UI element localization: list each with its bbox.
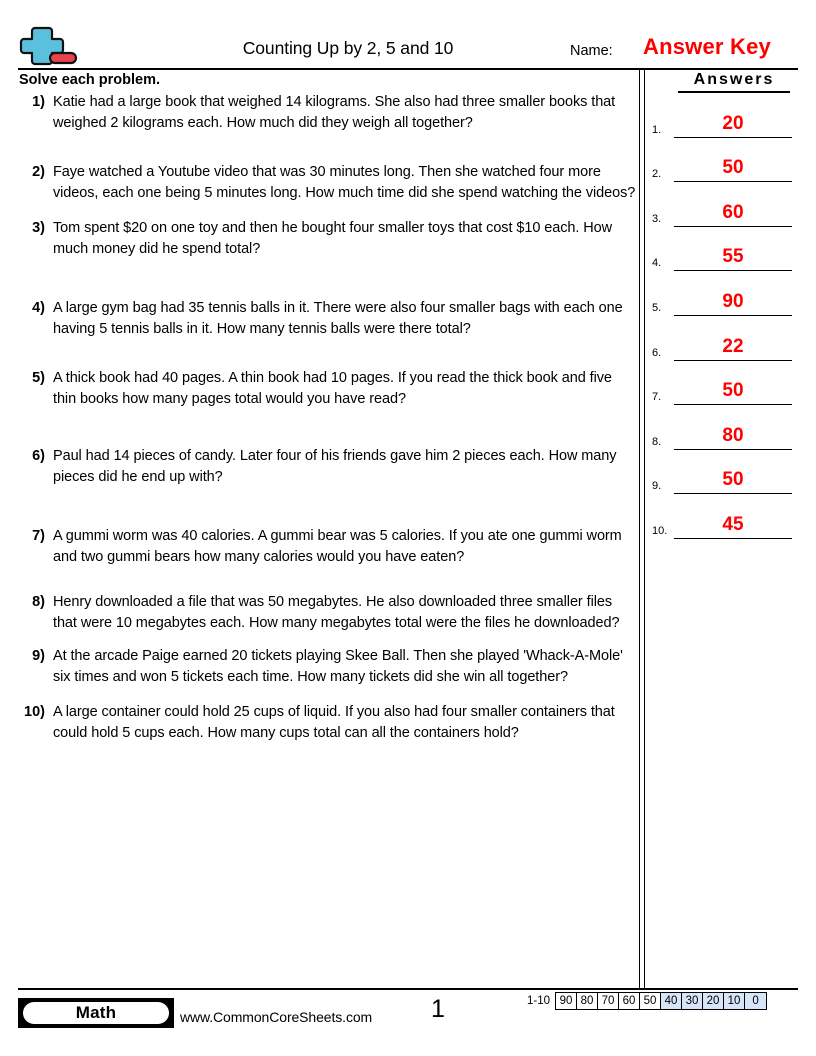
- grading-scale-box: 90: [556, 993, 577, 1009]
- grading-scale: [527, 992, 767, 1010]
- problem-number: 10): [24, 704, 45, 720]
- name-label: Name:: [570, 43, 613, 59]
- problem-item: [19, 368, 637, 410]
- plus-minus-logo-icon: [18, 24, 80, 68]
- answer-row: [652, 450, 800, 495]
- problem-item: [19, 446, 637, 488]
- answer-row: [652, 361, 800, 406]
- grading-scale-box: 70: [598, 993, 619, 1009]
- worksheet-header: [18, 22, 798, 68]
- grading-scale-box: 80: [577, 993, 598, 1009]
- problem-item: [19, 162, 637, 204]
- grading-scale-box: 50: [640, 993, 661, 1009]
- page-title: Counting Up by 2, 5 and 10: [242, 38, 454, 58]
- grading-scale-box: 10: [724, 993, 745, 1009]
- problem-item: [19, 592, 637, 634]
- answer-value: 55: [722, 246, 744, 268]
- answer-index: 3.: [652, 212, 662, 225]
- answer-key-stamp: Answer Key: [643, 34, 771, 59]
- answer-index: 6.: [652, 346, 662, 359]
- answer-row: [652, 182, 800, 227]
- problem-text: A large gym bag had 35 tennis balls in it. There were also four smaller bags with each one having 5 tennis balls in it. How many tennis balls were there total?: [53, 300, 623, 337]
- divider-line-right: [644, 68, 645, 988]
- answer-value: 50: [722, 380, 744, 402]
- problem-text: Henry downloaded a file that was 50 megabytes. He also downloaded three smaller files that were 10 megabytes each. How many megabytes total were the files he downloaded?: [53, 594, 620, 631]
- answers-panel: [652, 70, 800, 539]
- problem-number: 5): [32, 370, 45, 386]
- answer-index: 1.: [652, 123, 662, 136]
- problem-text: Paul had 14 pieces of candy. Later four of his friends gave him 2 pieces each. How many pieces did he end up with?: [53, 448, 617, 485]
- grading-scale-box: 30: [682, 993, 703, 1009]
- problem-number: 3): [32, 220, 45, 236]
- problem-number: 9): [32, 648, 45, 664]
- problem-text: Tom spent $20 on one toy and then he bought four smaller toys that cost $10 each. How much money did he spend total?: [53, 220, 613, 257]
- problem-text: At the arcade Paige earned 20 tickets playing Skee Ball. Then she played 'Whack-A-Mole' six times and won 5 tickets each time. How many tickets did she win all together?: [53, 648, 623, 685]
- grading-scale-box: 60: [619, 993, 640, 1009]
- page-number: 1: [431, 995, 445, 1023]
- footer-divider-rule: [18, 988, 798, 990]
- problem-item: [19, 646, 637, 688]
- grading-scale-box: 40: [661, 993, 682, 1009]
- problem-number: 8): [32, 594, 45, 610]
- answer-value: 80: [722, 424, 744, 446]
- grading-scale-box: 20: [703, 993, 724, 1009]
- problem-text: Katie had a large book that weighed 14 kilograms. She also had three smaller books that weighed 2 kilograms each. How much did they weigh all together?: [53, 94, 616, 131]
- answer-row: [652, 93, 800, 138]
- problem-item: [19, 218, 637, 260]
- problem-text: A large container could hold 25 cups of liquid. If you also had four smaller containers that could hold 5 cups each. How many cups total can all the containers hold?: [53, 704, 615, 741]
- instruction-text: Solve each problem.: [19, 72, 161, 88]
- answer-row: [652, 138, 800, 183]
- problem-item: [19, 298, 637, 340]
- answer-index: 7.: [652, 391, 662, 404]
- problem-number: 7): [32, 528, 45, 544]
- answer-value: 60: [722, 201, 744, 223]
- answer-row: [652, 316, 800, 361]
- answers-column-divider: [639, 68, 645, 988]
- answer-index: 4.: [652, 257, 662, 270]
- grading-scale-label: 1-10: [527, 995, 551, 1007]
- answer-value: 45: [722, 513, 744, 535]
- problem-item: [19, 526, 637, 568]
- problem-text: A gummi worm was 40 calories. A gummi bear was 5 calories. If you ate one gummi worm and two gummi bears how many calories would you have eaten?: [53, 528, 622, 565]
- answer-value: 50: [722, 157, 744, 179]
- answer-row: [652, 271, 800, 316]
- divider-line-left: [639, 68, 640, 988]
- answer-index: 2.: [652, 168, 662, 181]
- subject-badge: [18, 998, 174, 1028]
- answer-row-list: [652, 93, 800, 539]
- answer-index: 9.: [652, 480, 662, 493]
- answer-blank-line: [674, 538, 792, 539]
- answer-index: 10.: [652, 524, 668, 537]
- answer-index: 5.: [652, 301, 662, 314]
- answer-row: [652, 405, 800, 450]
- answers-heading: Answers: [678, 70, 790, 93]
- problem-text: A thick book had 40 pages. A thin book had 10 pages. If you read the thick book and five thin books how many pages total would you have read?: [53, 370, 612, 407]
- answer-row: [652, 494, 800, 539]
- subject-badge-label: Math: [23, 1002, 169, 1024]
- grading-scale-boxes: [555, 992, 767, 1010]
- problem-number: 2): [32, 164, 45, 180]
- answer-value: 20: [722, 112, 744, 134]
- problem-number: 4): [32, 300, 45, 316]
- problem-item: [19, 702, 637, 744]
- answer-value: 22: [722, 335, 744, 357]
- problem-number: 1): [32, 94, 45, 110]
- problem-item: [19, 92, 637, 134]
- grading-scale-box: 0: [745, 993, 766, 1009]
- answer-value: 90: [722, 290, 744, 312]
- problem-number: 6): [32, 448, 45, 464]
- site-url: www.CommonCoreSheets.com: [180, 1009, 373, 1025]
- answer-value: 50: [722, 469, 744, 491]
- answer-index: 8.: [652, 435, 662, 448]
- problem-text: Faye watched a Youtube video that was 30 minutes long. Then she watched four more videos, each one being 5 minutes long. How much time did she spend watching the videos?: [53, 164, 636, 201]
- problem-list: [19, 92, 637, 744]
- answer-row: [652, 227, 800, 272]
